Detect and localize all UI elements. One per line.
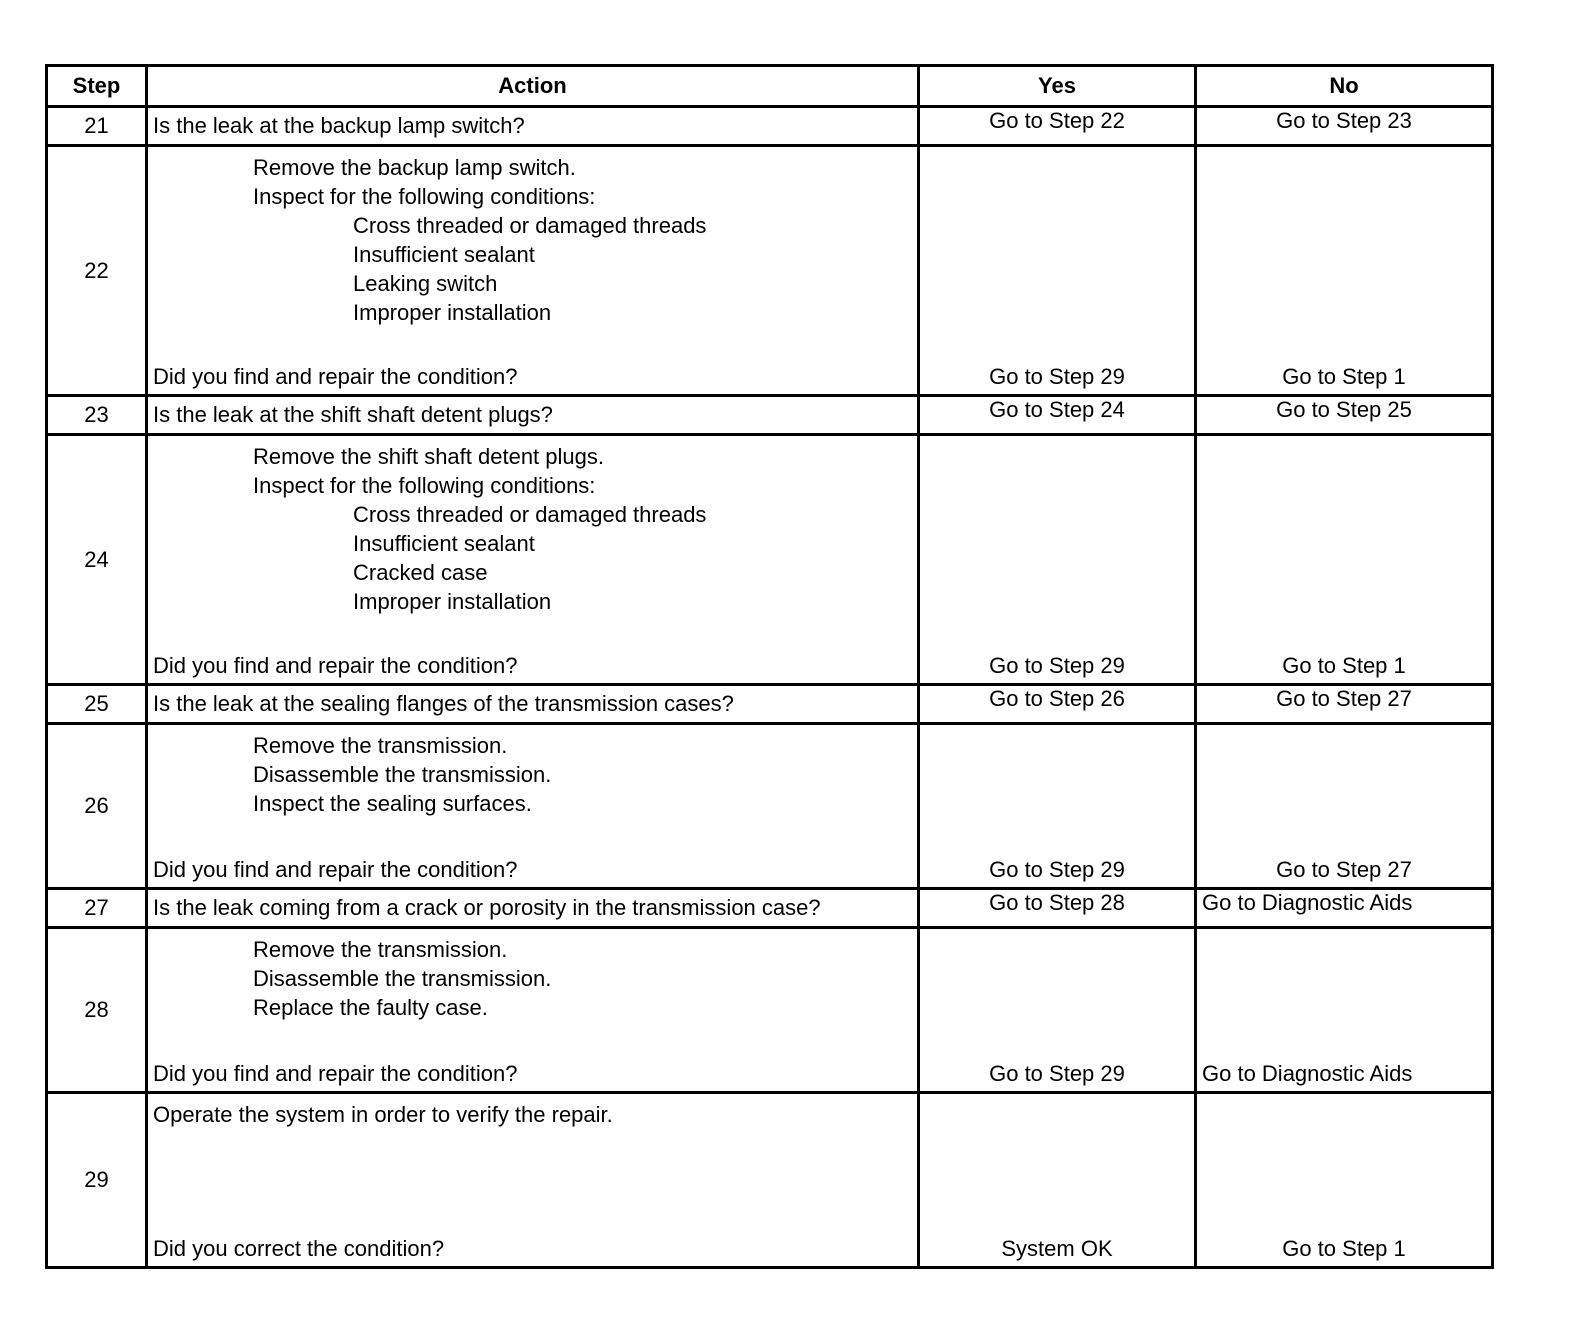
action-line: Disassemble the transmission.: [253, 966, 552, 991]
no-result: Go to Step 1: [1282, 1236, 1406, 1261]
action-lines: [153, 1100, 613, 1129]
action-line: Inspect for the following conditions:: [253, 473, 596, 498]
yes-cell: [919, 1093, 1196, 1268]
step-number: 22: [47, 146, 147, 396]
yes-cell: [919, 928, 1196, 1093]
no-result: Go to Step 25: [1196, 396, 1493, 435]
yes-cell: [919, 724, 1196, 889]
table-row: [47, 435, 1493, 685]
no-result: Go to Step 27: [1276, 857, 1412, 882]
action-cell: [147, 146, 919, 396]
action-line: Remove the transmission.: [253, 937, 508, 962]
action-subline: Insufficient sealant: [353, 531, 535, 556]
yes-result: Go to Step 22: [919, 107, 1196, 146]
yes-result: Go to Step 29: [989, 1061, 1125, 1086]
action-line: Inspect for the following conditions:: [253, 184, 596, 209]
yes-result: Go to Step 26: [919, 685, 1196, 724]
no-result: Go to Step 27: [1196, 685, 1493, 724]
yes-result: Go to Step 24: [919, 396, 1196, 435]
action-subline: Insufficient sealant: [353, 242, 535, 267]
step-number: 29: [47, 1093, 147, 1268]
action-text: Is the leak at the backup lamp switch?: [147, 107, 919, 146]
no-cell: [1196, 724, 1493, 889]
no-result: Go to Diagnostic Aids: [1202, 1061, 1413, 1086]
action-cell: [147, 435, 919, 685]
action-subline: Cross threaded or damaged threads: [353, 213, 707, 238]
no-result: Go to Diagnostic Aids: [1196, 889, 1493, 928]
action-cell: [147, 1093, 919, 1268]
action-lines: [253, 935, 551, 1022]
action-line: Remove the shift shaft detent plugs.: [253, 444, 604, 469]
header-no: No: [1196, 66, 1493, 107]
table-row: [47, 396, 1493, 435]
yes-cell: [919, 435, 1196, 685]
table-row: [47, 889, 1493, 928]
action-subline: Improper installation: [353, 300, 552, 325]
yes-result: Go to Step 29: [989, 653, 1125, 678]
action-question: Did you find and repair the condition?: [153, 857, 518, 882]
action-subline: Cross threaded or damaged threads: [353, 502, 707, 527]
action-text: Is the leak at the sealing flanges of the transmission cases?: [147, 685, 919, 724]
action-subline: Improper installation: [353, 589, 552, 614]
action-lines: [253, 153, 706, 327]
header-yes: Yes: [919, 66, 1196, 107]
no-cell: [1196, 1093, 1493, 1268]
no-cell: [1196, 928, 1493, 1093]
action-line: Remove the transmission.: [253, 733, 508, 758]
yes-result: Go to Step 29: [989, 857, 1125, 882]
yes-result: Go to Step 29: [989, 364, 1125, 389]
action-lines: [253, 731, 551, 818]
action-question: Did you find and repair the condition?: [153, 1061, 518, 1086]
step-number: 28: [47, 928, 147, 1093]
step-number: 21: [47, 107, 147, 146]
yes-cell: [919, 146, 1196, 396]
no-result: Go to Step 1: [1282, 653, 1406, 678]
action-question: Did you find and repair the condition?: [153, 364, 518, 389]
no-result: Go to Step 23: [1196, 107, 1493, 146]
action-cell: [147, 724, 919, 889]
no-result: Go to Step 1: [1282, 364, 1406, 389]
action-question: Did you correct the condition?: [153, 1236, 445, 1261]
action-line: Replace the faulty case.: [253, 995, 488, 1020]
no-cell: [1196, 146, 1493, 396]
table-row: [47, 928, 1493, 1093]
action-subline: Cracked case: [353, 560, 488, 585]
table-row: [47, 1093, 1493, 1268]
step-number: 25: [47, 685, 147, 724]
table-row: [47, 724, 1493, 889]
yes-result: System OK: [1001, 1236, 1113, 1261]
header-row: [47, 66, 1493, 107]
diagnostic-table: [45, 64, 1494, 1269]
step-number: 26: [47, 724, 147, 889]
action-line: Remove the backup lamp switch.: [253, 155, 576, 180]
table-row: [47, 685, 1493, 724]
no-cell: [1196, 435, 1493, 685]
action-text: Is the leak coming from a crack or porosity in the transmission case?: [147, 889, 919, 928]
action-lines: [253, 442, 706, 616]
action-question: Did you find and repair the condition?: [153, 653, 518, 678]
table-row: [47, 107, 1493, 146]
step-number: 27: [47, 889, 147, 928]
action-line: Operate the system in order to verify the repair.: [153, 1102, 613, 1127]
table-row: [47, 146, 1493, 396]
header-step: Step: [47, 66, 147, 107]
action-line: Inspect the sealing surfaces.: [253, 791, 532, 816]
action-subline: Leaking switch: [353, 271, 498, 296]
step-number: 23: [47, 396, 147, 435]
step-number: 24: [47, 435, 147, 685]
yes-result: Go to Step 28: [919, 889, 1196, 928]
header-action: Action: [147, 66, 919, 107]
action-cell: [147, 928, 919, 1093]
action-text: Is the leak at the shift shaft detent plugs?: [147, 396, 919, 435]
action-line: Disassemble the transmission.: [253, 762, 552, 787]
